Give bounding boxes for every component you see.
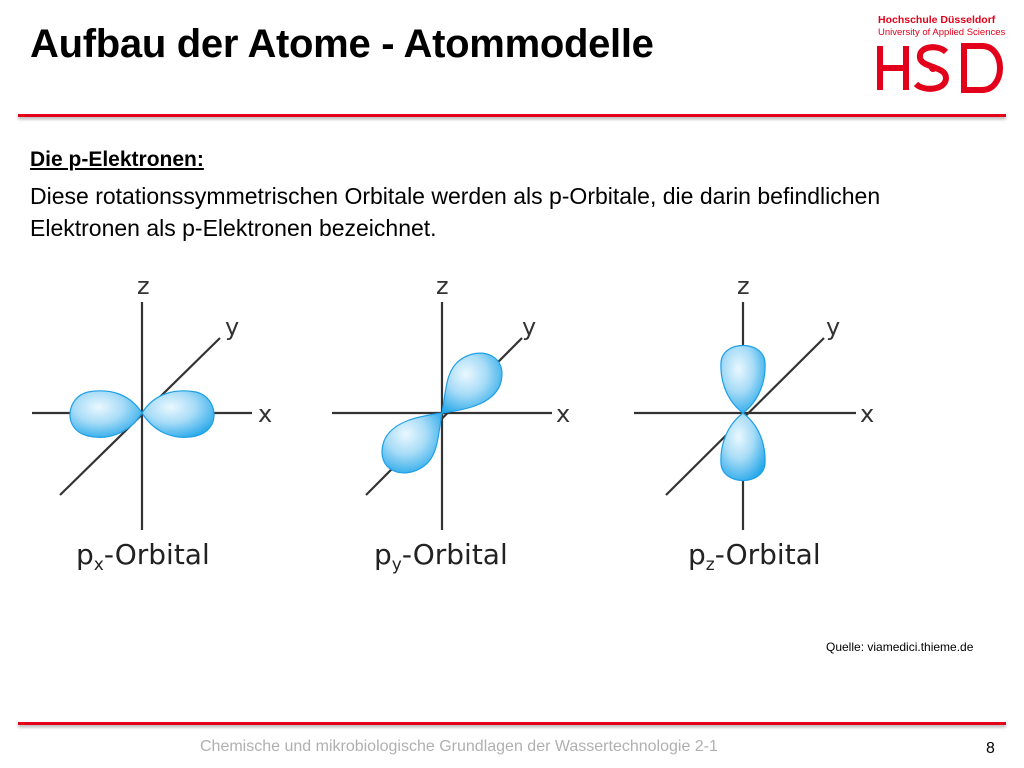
hsd-logo [872,8,1017,98]
px-y-label: y [225,313,240,341]
footer-divider [18,722,1006,725]
body-text: Diese rotationssymmetrischen Orbitale werden als p-Orbitale, die darin befindlichen Elektronen als p-Elektronen bezeichnet. [30,183,881,241]
pz-z-label: z [737,272,750,300]
py-y-label: y [522,313,537,341]
py-orbital [332,272,570,530]
header-divider [18,114,1006,117]
source-citation: Quelle: viamedici.thieme.de [826,640,974,654]
px-z-label: z [137,272,150,300]
py-z-label: z [436,272,449,300]
py-x-label: x [556,400,571,428]
logo-line-1: Hochschule Düsseldorf [878,14,996,26]
pz-x-label: x [860,400,875,428]
page-number: 8 [986,740,995,757]
pz-y-label: y [826,313,841,341]
py-caption: $p_y$-Orbital [374,538,508,575]
pz-orbital [634,272,874,530]
p-orbitals-diagram [0,260,1024,540]
slide-title: Aufbau der Atome - Atommodelle [30,22,654,66]
logo-line-2: University of Applied Sciences [878,27,1006,38]
section-heading: Die p-Elektronen: [30,148,204,171]
px-axes [32,302,252,530]
px-caption: $p_x$-Orbital [76,538,210,575]
px-orbital [32,272,272,530]
footer-text: Chemische und mikrobiologische Grundlagen der Wassertechnologie 2-1 [200,738,718,755]
pz-caption: $p_z$-Orbital [688,538,821,575]
px-x-label: x [258,400,273,428]
hsd-logo-letters [872,40,1017,100]
